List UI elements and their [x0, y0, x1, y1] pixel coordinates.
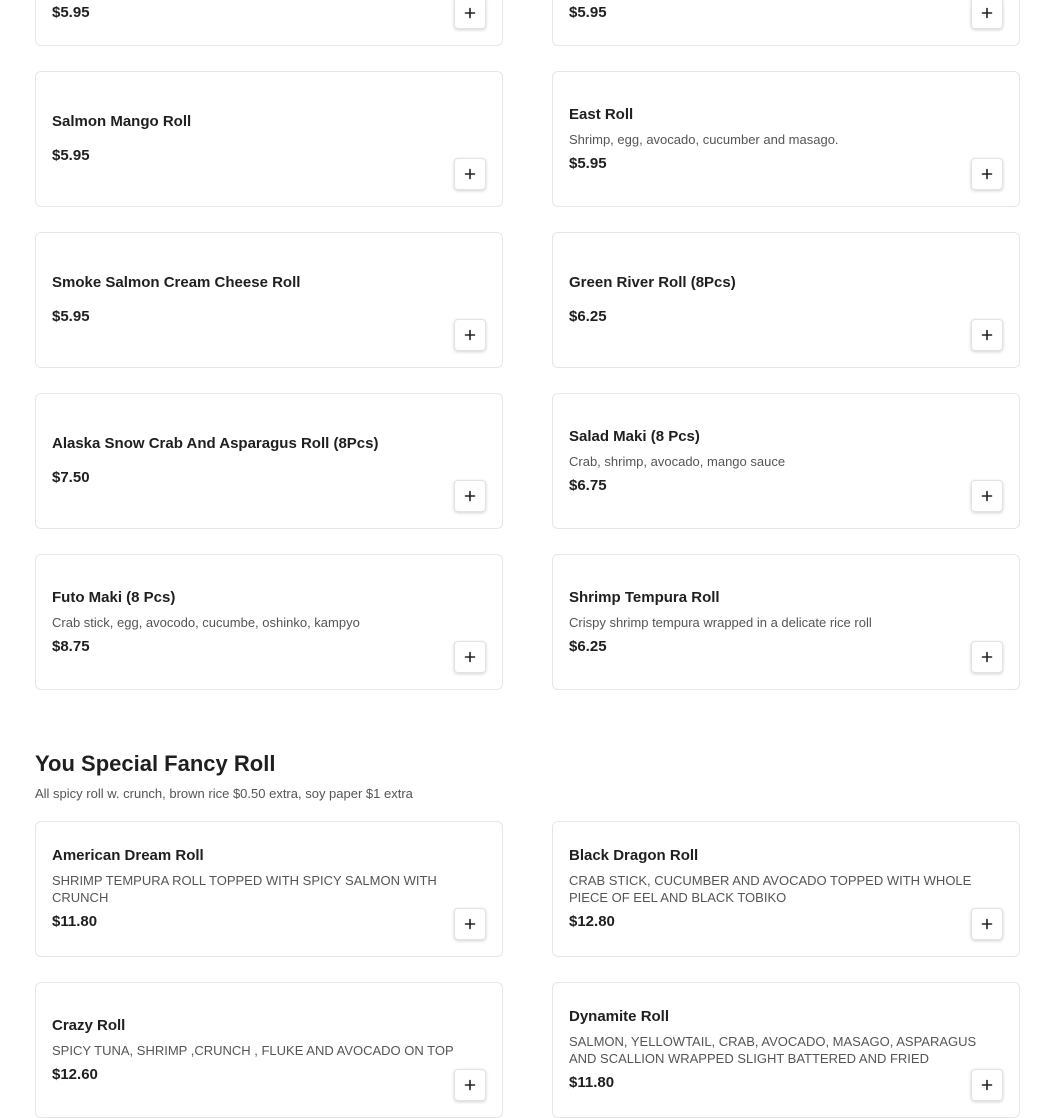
menu-item-price: $5.95 — [52, 308, 90, 325]
plus-icon — [464, 329, 476, 341]
add-to-cart-button[interactable] — [971, 641, 1003, 673]
plus-icon — [981, 329, 993, 341]
menu-item-content — [52, 0, 486, 45]
add-to-cart-button[interactable] — [454, 908, 486, 940]
menu-item-description: Crab, shrimp, avocado, mango sauce — [569, 453, 786, 469]
menu-item-price: $6.25 — [569, 637, 607, 655]
add-to-cart-button[interactable] — [971, 0, 1003, 29]
menu-item-content — [52, 822, 486, 956]
menu-item-name: American Dream Roll — [52, 847, 204, 864]
plus-icon — [981, 918, 993, 930]
add-to-cart-button[interactable] — [971, 319, 1003, 351]
menu-item-description: Crab stick, egg, avocodo, cucumbe, oshinko, kampyo — [52, 614, 360, 630]
menu-item-card[interactable] — [35, 982, 503, 1118]
menu-item-content — [52, 394, 486, 528]
menu-item-price: $12.80 — [569, 913, 615, 930]
menu-item-name: Futo Maki (8 Pcs) — [52, 588, 176, 606]
plus-icon — [464, 651, 476, 663]
menu-item-content — [52, 983, 486, 1117]
menu-item-price: $6.75 — [569, 476, 607, 494]
menu-item-name: Alaska Snow Crab And Asparagus Roll (8Pcs) — [52, 435, 379, 452]
plus-icon — [464, 490, 476, 502]
menu-item-price: $5.95 — [52, 147, 90, 164]
menu-item-card[interactable] — [35, 232, 503, 368]
menu-item-description: SALMON, YELLOWTAIL, CRAB, AVOCADO, MASAGO, ASPARAGUS AND SCALLION WRAPPED SLIGHT BATTERED AND FRIED — [569, 1034, 977, 1066]
menu-item-content — [569, 0, 1003, 45]
menu-item-name: Green River Roll (8Pcs) — [569, 274, 736, 291]
add-to-cart-button[interactable] — [971, 908, 1003, 940]
add-to-cart-button[interactable] — [454, 0, 486, 29]
menu-item-content — [52, 72, 486, 206]
add-to-cart-button[interactable] — [971, 1069, 1003, 1101]
menu-item-description: Shrimp, egg, avocado, cucumber and masago. — [569, 131, 839, 147]
menu-item-card[interactable] — [552, 554, 1020, 690]
section-subtitle: All spicy roll w. crunch, brown rice $0.50 extra, soy paper $1 extra — [35, 786, 413, 801]
menu-item-content — [52, 233, 486, 367]
menu-item-card[interactable] — [35, 393, 503, 529]
plus-icon — [981, 1079, 993, 1091]
add-to-cart-button[interactable] — [971, 158, 1003, 190]
menu-item-description: SHRIMP TEMPURA ROLL TOPPED WITH SPICY SALMON WITH CRUNCH — [52, 873, 437, 905]
plus-icon — [981, 7, 993, 19]
menu-item-card[interactable] — [552, 71, 1020, 207]
menu-item-card[interactable] — [552, 0, 1020, 46]
menu-item-card[interactable] — [552, 393, 1020, 529]
menu-item-price: $5.95 — [569, 154, 607, 172]
menu-item-name: Crazy Roll — [52, 1016, 126, 1034]
menu-item-name: Black Dragon Roll — [569, 847, 699, 864]
menu-item-content — [569, 233, 1003, 367]
add-to-cart-button[interactable] — [454, 319, 486, 351]
section-title: You Special Fancy Roll — [35, 751, 276, 776]
plus-icon — [981, 490, 993, 502]
menu-item-price: $12.60 — [52, 1065, 98, 1083]
menu-item-content — [569, 394, 1003, 528]
menu-item-card[interactable] — [552, 232, 1020, 368]
menu-item-content — [569, 822, 1003, 956]
add-to-cart-button[interactable] — [454, 641, 486, 673]
menu-item-card[interactable] — [35, 0, 503, 46]
add-to-cart-button[interactable] — [454, 1069, 486, 1101]
menu-item-price: $11.80 — [569, 1074, 615, 1091]
plus-icon — [464, 168, 476, 180]
menu-item-description: CRAB STICK, CUCUMBER AND AVOCADO TOPPED WITH WHOLE PIECE OF EEL AND BLACK TOBIKO — [569, 873, 972, 905]
menu-item-card[interactable] — [552, 821, 1020, 957]
menu-item-price: $7.50 — [52, 469, 90, 486]
menu-item-card[interactable] — [35, 554, 503, 690]
add-to-cart-button[interactable] — [454, 158, 486, 190]
menu-item-price: $5.95 — [569, 4, 607, 21]
plus-icon — [464, 918, 476, 930]
menu-item-price: $6.25 — [569, 308, 607, 325]
menu-item-name: East Roll — [569, 105, 634, 123]
menu-item-name: Smoke Salmon Cream Cheese Roll — [52, 274, 301, 291]
add-to-cart-button[interactable] — [971, 480, 1003, 512]
menu-item-price: $5.95 — [52, 4, 90, 21]
menu-item-content — [569, 555, 1003, 689]
menu-item-description: SPICY TUNA, SHRIMP ,CRUNCH , FLUKE AND AVOCADO ON TOP — [52, 1042, 454, 1058]
menu-item-content — [52, 555, 486, 689]
menu-item-name: Dynamite Roll — [569, 1008, 670, 1025]
menu-item-content — [569, 72, 1003, 206]
menu-item-description: Crispy shrimp tempura wrapped in a delicate rice roll — [569, 614, 872, 630]
plus-icon — [464, 7, 476, 19]
menu-item-price: $11.80 — [52, 913, 98, 930]
menu-item-name: Salmon Mango Roll — [52, 113, 192, 130]
plus-icon — [464, 1079, 476, 1091]
menu-item-content — [569, 983, 1003, 1117]
menu-item-price: $8.75 — [52, 637, 90, 655]
menu-item-card[interactable] — [35, 821, 503, 957]
menu-item-card[interactable] — [35, 71, 503, 207]
menu-item-card[interactable] — [552, 982, 1020, 1118]
menu-item-name: Shrimp Tempura Roll — [569, 588, 720, 606]
plus-icon — [981, 168, 993, 180]
menu-item-name: Salad Maki (8 Pcs) — [569, 427, 700, 445]
plus-icon — [981, 651, 993, 663]
add-to-cart-button[interactable] — [454, 480, 486, 512]
